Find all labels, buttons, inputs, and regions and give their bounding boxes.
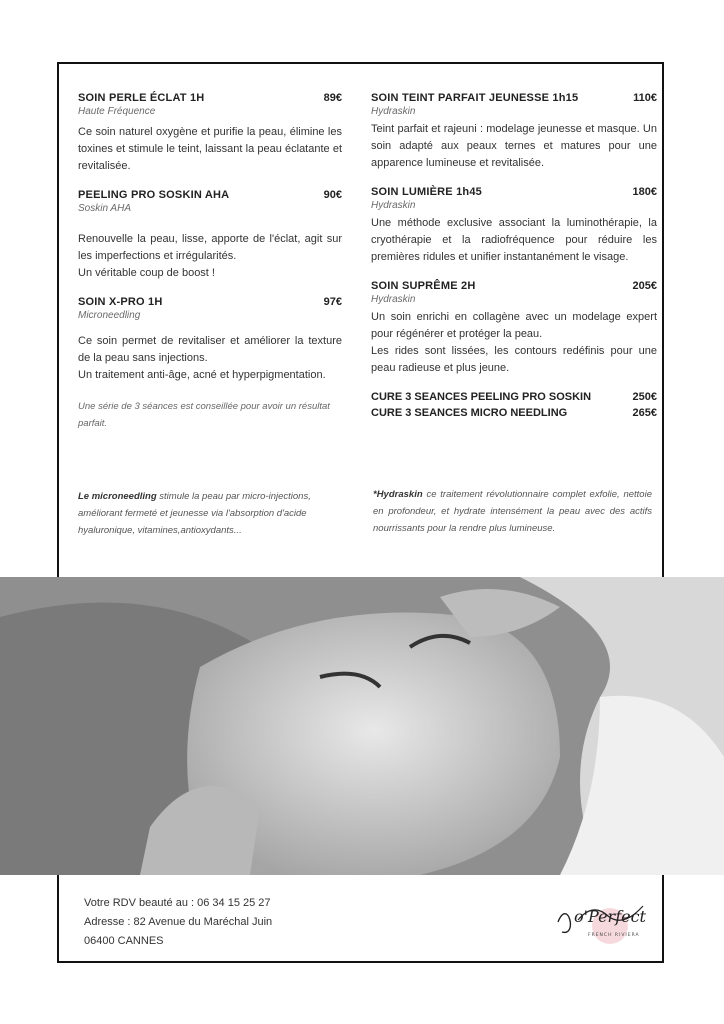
description-line: Ce soin naturel oxygène et purifie la peau, élimine les toxines et stimule le teint, laissant la peau éclatante et revitalisée. xyxy=(78,126,342,172)
footnote-text: ce traitement révolutionnaire complet exfolie, nettoie en profondeur, et hydrate intensément la peau avec des actifs nourrissants pour la rendre plus lumineuse. xyxy=(373,489,652,534)
description-line: Un soin enrichi en collagène avec un modelage expert pour régénérer et protéger la peau. xyxy=(371,311,657,340)
service-price: 89€ xyxy=(323,92,342,104)
service-title: SOIN X-PRO 1H xyxy=(78,296,163,308)
cure-price: 250€ xyxy=(632,391,657,403)
service-description xyxy=(78,124,342,175)
description-line: Un véritable coup de boost ! xyxy=(78,267,215,279)
service-item xyxy=(371,92,657,172)
cure-package xyxy=(371,391,657,403)
phone-line[interactable]: Votre RDV beauté au : 06 34 15 25 27 xyxy=(84,897,271,909)
service-price: 180€ xyxy=(632,186,657,198)
service-price: 205€ xyxy=(632,280,657,292)
service-description xyxy=(371,309,657,377)
cure-label: CURE 3 SEANCES PEELING PRO SOSKIN xyxy=(371,391,592,403)
footnote-term: *Hydraskin xyxy=(373,489,423,500)
service-description xyxy=(78,333,342,384)
service-item xyxy=(78,189,342,282)
service-price: 110€ xyxy=(633,92,657,104)
service-title: SOIN TEINT PARFAIT JEUNESSE 1h15 xyxy=(371,92,579,104)
microneedling-footnote xyxy=(78,488,323,539)
service-price: 90€ xyxy=(323,189,342,201)
service-title: SOIN SUPRÊME 2H xyxy=(371,280,476,292)
description-line: Les rides sont lissées, les contours redéfinis pour une peau radieuse et plus jeune. xyxy=(371,345,657,374)
footnote-term: Le microneedling xyxy=(78,491,157,502)
service-item xyxy=(78,92,342,175)
svg-text:o'Perfect: o'Perfect xyxy=(574,907,646,926)
service-technique: Hydraskin xyxy=(371,106,416,117)
description-line: Un traitement anti-âge, acné et hyperpigmentation. xyxy=(78,369,326,381)
cure-package xyxy=(371,407,657,419)
service-title: PEELING PRO SOSKIN AHA xyxy=(78,189,230,201)
service-technique: Microneedling xyxy=(78,310,141,321)
session-note: Une série de 3 séances est conseillée pour avoir un résultat parfait. xyxy=(78,401,330,429)
description-line: Ce soin permet de revitaliser et améliorer la texture de la peau sans injections. xyxy=(78,335,342,364)
service-technique: Soskin AHA xyxy=(78,203,131,214)
address-line: Adresse : 82 Avenue du Maréchal Juin xyxy=(84,916,273,928)
left-column xyxy=(78,92,342,432)
brand-logo xyxy=(548,892,658,952)
service-technique: Hydraskin xyxy=(371,200,416,211)
right-column xyxy=(371,92,657,419)
svg-text:FRENCH RIVIERA: FRENCH RIVIERA xyxy=(588,933,640,938)
service-title: SOIN PERLE ÉCLAT 1H xyxy=(78,92,205,104)
service-technique: Hydraskin xyxy=(371,294,416,305)
service-description xyxy=(371,121,657,172)
description-line: Renouvelle la peau, lisse, apporte de l'éclat, agit sur les imperfections et irrégularités. xyxy=(78,233,342,262)
logo-mark xyxy=(548,892,658,952)
city-line: 06400 CANNES xyxy=(84,935,164,947)
cure-price: 265€ xyxy=(632,407,657,419)
description-line: Une méthode exclusive associant la luminothérapie, la cryothérapie et la radiofréquence pour réduire les premières ridules et unifier instantanément le visage. xyxy=(371,217,657,263)
service-price: 97€ xyxy=(323,296,342,308)
photo-illustration xyxy=(0,577,724,875)
service-item xyxy=(371,186,657,266)
service-description xyxy=(78,231,342,282)
cure-label: CURE 3 SEANCES MICRO NEEDLING xyxy=(371,407,568,419)
hydraskin-footnote xyxy=(373,486,652,537)
service-item xyxy=(78,296,342,384)
service-title: SOIN LUMIÈRE 1h45 xyxy=(371,186,482,198)
contact-block xyxy=(84,894,272,951)
facial-treatment-photo xyxy=(0,577,724,875)
description-line: Teint parfait et rajeuni : modelage jeunesse et masque. Un soin adapté aux peaux ternes et matures pour une apparence lumineuse et revitalisée. xyxy=(371,123,657,169)
service-description xyxy=(371,215,657,266)
service-item xyxy=(371,280,657,377)
service-technique: Haute Fréquence xyxy=(78,106,156,117)
footnote-text: stimule la peau par micro-injections, améliorant fermeté et jeunesse via l'absorption d'acide hyaluronique, vitamines,antioxydants... xyxy=(78,491,311,536)
